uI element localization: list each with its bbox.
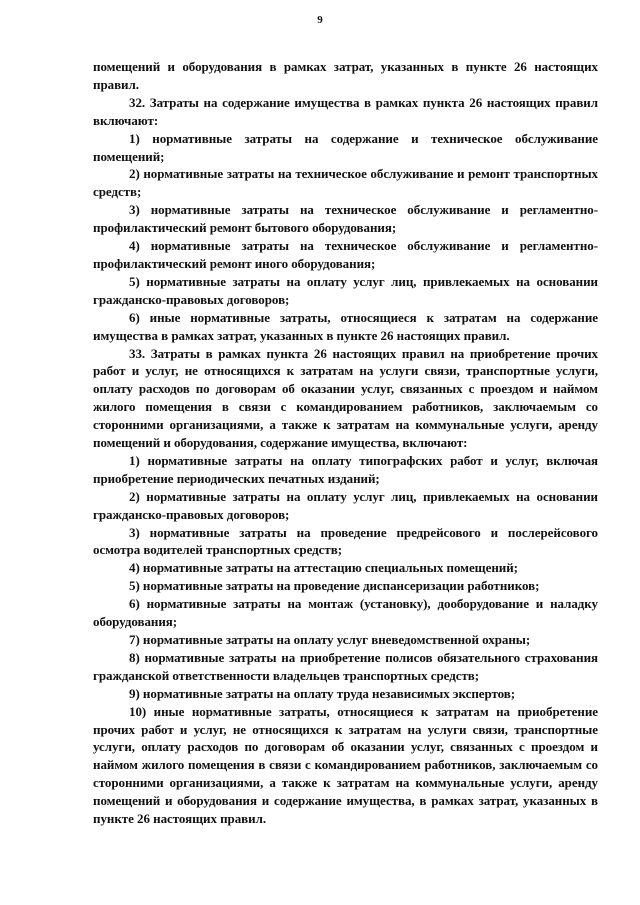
- list-item-32-2: 2) нормативные затраты на техническое обслуживание и ремонт транспортных средств;: [93, 166, 598, 200]
- list-item-32-5: 5) нормативные затраты на оплату услуг лиц, привлекаемых на основании гражданско-правовых договоров;: [93, 273, 598, 307]
- document-body: [93, 58, 598, 828]
- list-item-32-6: 6) иные нормативные затраты, относящиеся к затратам на содержание имущества в рамках затрат, указанных в пункте 26 настоящих правил.: [93, 309, 598, 343]
- list-item-33-5: 5) нормативные затраты на проведение диспансеризации работников;: [129, 578, 540, 594]
- list-item-33-6: 6) нормативные затраты на монтаж (установку), дооборудование и наладку оборудования;: [93, 596, 598, 630]
- list-item-32-1: 1) нормативные затраты на содержание и техническое обслуживание помещений;: [93, 130, 598, 164]
- list-item-33-9: 9) нормативные затраты на оплату труда независимых экспертов;: [129, 685, 516, 701]
- list-item-33-8: 8) нормативные затраты на приобретение полисов обязательного страхования гражданской ответственности владельцев транспортных средств;: [93, 649, 598, 683]
- list-item-33-4: 4) нормативные затраты на аттестацию специальных помещений;: [129, 560, 518, 576]
- list-item-33-2: 2) нормативные затраты на оплату услуг лиц, привлекаемых на основании гражданско-правовых договоров;: [93, 488, 598, 522]
- paragraph-continuation: помещений и оборудования в рамках затрат, указанных в пункте 26 настоящих правил.: [93, 59, 598, 92]
- page-number: 9: [317, 14, 323, 26]
- paragraph-clause-33: 33. Затраты в рамках пункта 26 настоящих правил на приобретение прочих работ и услуг, не относящихся к затратам на услуги связи, транспортные услуги, оплату расходов по договорам об оказании услуг, связанных с проездом и наймом жилого помещения в связи с командированием работников, заключаемым со сторонними организациями, а также к затратам на коммунальные услуги, аренду помещений и оборудования, содержание имущества, включают:: [93, 345, 598, 451]
- list-item-32-3: 3) нормативные затраты на техническое обслуживание и регламентно-профилактический ремонт бытового оборудования;: [93, 202, 598, 236]
- list-item-33-7: 7) нормативные затраты на оплату услуг вневедомственной охраны;: [129, 632, 531, 647]
- list-item-33-3: 3) нормативные затраты на проведение предрейсового и послерейсового осмотра водителей транспортных средств;: [93, 524, 598, 558]
- list-item-32-4: 4) нормативные затраты на техническое обслуживание и регламентно-профилактический ремонт иного оборудования;: [93, 238, 598, 271]
- list-item-33-1: 1) нормативные затраты на оплату типографских работ и услуг, включая приобретение периодических печатных изданий;: [93, 452, 598, 486]
- list-item-33-10: 10) иные нормативные затраты, относящиеся к затратам на приобретение прочих работ и услуг, не относящихся к затратам на услуги связи, транспортные услуги, оплату расходов по договорам об оказании услуг, связанных с проездом и наймом жилого помещения в связи с командированием работников, заключаемым со сторонними организациями, а также к затратам на коммунальные услуги, аренду помещений и оборудования и содержание имущества, в рамках затрат, указанных в пункте 26 настоящих правил.: [93, 703, 598, 827]
- paragraph-clause-32: 32. Затраты на содержание имущества в рамках пункта 26 настоящих правил включают:: [93, 94, 598, 128]
